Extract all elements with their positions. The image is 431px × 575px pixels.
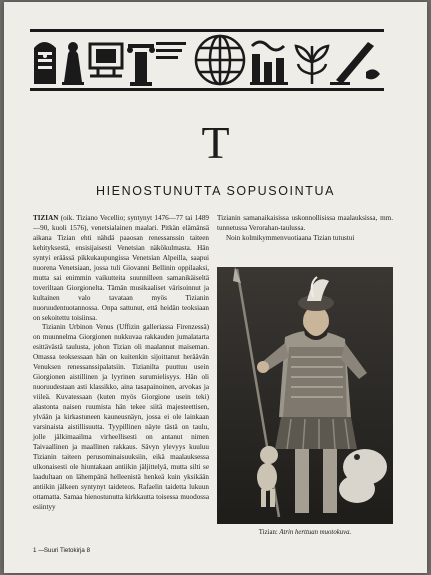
chapter-initial: T	[201, 117, 230, 168]
page-footer	[33, 547, 233, 554]
paragraph-1-text: (oik. Tiziano Vecellio; syntynyt 1476—77 tai 1489—90, kuoli 1576), venetsialainen maalari. Pitkän elämänsä aikana Tizian ehti nähdä paaosan renessanssin taiteen kehityksestä, ensisijaisesti Venetsian näkökulmasta. Hän syntyi eräässä pikkukaupungissa Venetsian Alpeilla, saapui nuorena Venetsiaan, jossa tuli Giovanni Bellinin oppilaaksi, mutta sai enimmin vaikutteita suunnilleen samanikäiseltä toveriltaan Giorgionelta. Tämän musikaaliset värisoinnut ja kultainen valo tavataan myös Tizianin nuoruudentuotannossa. Onpa sattunut, että heidän teoksiaan on sekoitettu toisiinsa.	[33, 214, 209, 322]
decorative-banner	[30, 29, 384, 91]
banner-illustration-icon	[30, 32, 384, 88]
image-caption	[217, 529, 393, 536]
right-text-column	[217, 214, 393, 244]
knight-portrait-icon	[217, 267, 393, 524]
right-paragraph-1: Tizianin samanaikaisissa uskonnollisissa maalauksissa, mm. tunnetussa Verorahan-taulussa.	[217, 214, 393, 232]
lead-word: TIZIAN	[33, 214, 59, 222]
left-text-column	[33, 214, 209, 513]
right-paragraph-2: Noin kolmikymmenvuotiaana Tizian tutustui	[226, 233, 355, 242]
paragraph-2: Tizianin Urbinon Venus (Uffizin galleriassa Firenzessä) on muunnelma Giorgionen nukkuvaa rakkauden jumalatarta esittävästä taulusta, johon Tizian oli maalannut maiseman. Omassa teoksessaan hän on kuitenkin sijoittanut heräävän Venuksen renessanssipalatsiin. Tizianilta puuttuu usein Giorgionen aistillinen ja lyyrinen surumielisyys. Hän oli nuoruudestaan asti klassikko, aina tasapainoinen, arvokas ja viileä. Kuvatessaan (kuten myös Giorgione usein teki) alastonta naisen ruumista hän tekee siitä majesteettisen, ylvään ja kirkastuneen kauneusnäyn, jossa ei ole lainkaan varsinaista aistillisuutta. Tyypillinen näyte tästä on taulu, jolle jälkimaailma virheellisesti on antanut nimen Taivaallinen ja maallinen rakkaus. Sävyn ylevyys kuuluu Tizianin taiteen perusominaisuuksiin, eikä maalauksessa ulkonaisesti ole hiuntakaan antiikin jäljittelyä, mutta silti se laadultaan on lähempänä helleenistä henkeä kuin yksikään antiikin jälkeen syntynyt taideteos. Rafaelin taidetta lukuun ottamatta. Samaa hienostunutta kirkkautta toisessa muodossa esiintyy	[33, 323, 209, 511]
caption-title: Atrin herttuan muotokuva.	[279, 529, 352, 536]
page-number: 1	[33, 547, 37, 554]
chapter-title: HIENOSTUNUTTA SOPUSOINTUA	[95, 184, 336, 198]
paragraph-1	[33, 214, 209, 323]
caption-artist: Tizian:	[258, 529, 278, 536]
book-page	[4, 2, 427, 573]
portrait-painting	[217, 267, 393, 524]
book-title: Suuri Tietokirja 8	[43, 547, 91, 554]
footer-separator: —	[38, 547, 45, 554]
